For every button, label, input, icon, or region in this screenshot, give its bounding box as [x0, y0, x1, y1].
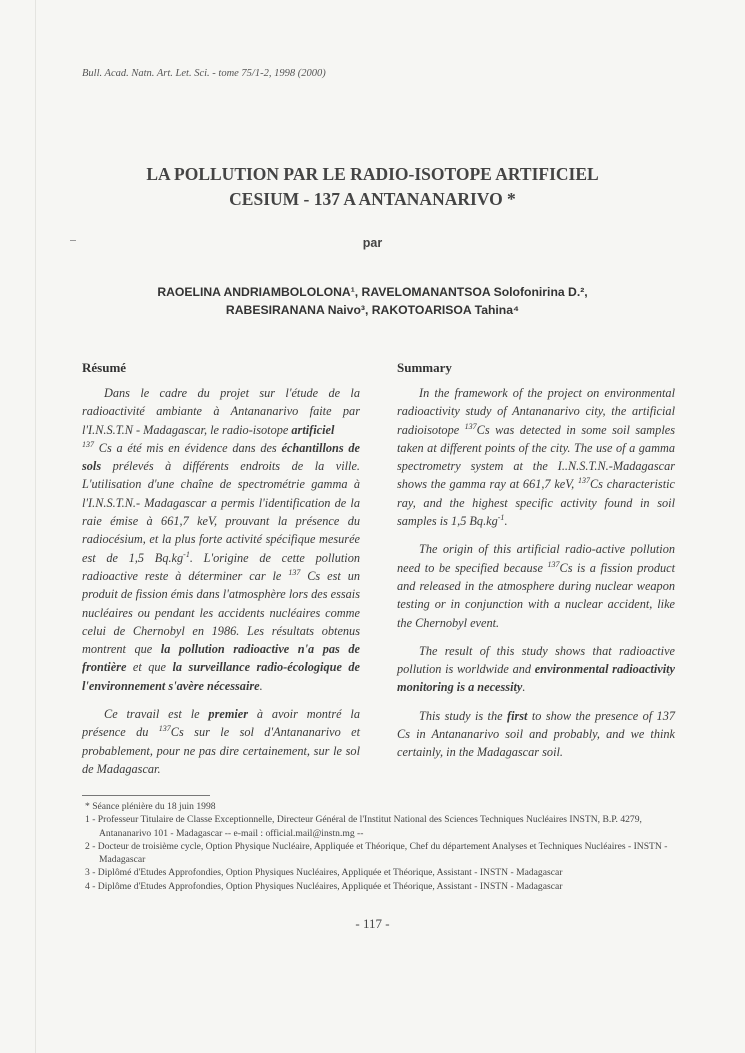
authors-line-1: RAOELINA ANDRIAMBOLOLONA¹, RAVELOMANANTSOA Solofonirina D.²,	[157, 285, 588, 299]
resume-paragraph-2: Ce travail est le premier à avoir montré la présence du $^{137}$Cs sur le sol d'Antananarivo et probablement, pour ne pas dire certainement, sur le sol de Madagascar.	[82, 707, 360, 776]
authors-line-2: RABESIRANANA Naivo³, RAKOTOARISOA Tahina⁴	[225, 303, 520, 317]
summary-paragraph-3: The result of this study shows that radioactive pollution is worldwide and environmental radioactivity monitoring is a necessity.	[397, 643, 676, 695]
summary-paragraph-1: In the framework of the project on environmental radioactivity study of Antananarivo city, the artificial radioisotope $^{137}$Cs was detected in some soil samples taken at different points of the city. The use of a gamma spectrometry system at the I..N.S.T.N.-Madagascar shows the gamma ray at 661,7 keV, $^{137}$Cs characteristic ray, and the highest specific activity found in soil samples is 1,5 $Bq.kg^{-1}$.	[397, 386, 675, 529]
footnote-star: * Séance plénière du 18 juin 1998	[85, 801, 216, 812]
par-label: par	[362, 236, 383, 250]
summary-paragraph-4: This study is the first to show the presence of 137 Cs in Antananarivo soil and probably, and we think certainly, in the Madagascar soil.	[397, 708, 675, 760]
summary-heading: Summary	[397, 360, 452, 375]
resume-heading: Résumé	[82, 360, 127, 375]
summary-paragraph-2: The origin of this artificial radio-active pollution need to be specified because $^{137}$Cs is a fission product and released in the atmosphere during nuclear weapon testing or in conjunction with a nuclear accident, like the Chernobyl event.	[397, 542, 675, 630]
title-line-2: CESIUM - 137 A ANTANANARIVO *	[229, 189, 516, 209]
resume-paragraph-1: Dans le cadre du projet sur l'étude de la radioactivité ambiante à Antananarivo faite par l'I.N.S.T.N - Madagascar, le radio-isotope artificiel $^{137}$ Cs a été mis en évidence dans des échantillons de sols prélevés à différents endroits de la ville. L'utilisation d'une chaîne de spectrométrie gamma à l'I.N.S.T.N.- Madagascar a permis l'identification de la raie émise à 661,7 keV, prouvant la présence du radiocésium, et la plus forte activité spécifique mesurée est de 1,5 $Bq.kg^{-1}$. L'origine de cette pollution radioactive reste à déterminer car le $^{137}$ Cs est un produit de fission émis dans l'atmosphère lors des essais nucléaires ou pendant les accidents nucléaires comme celui de Chernobyl en 1986. Les résultats obtenus montrent que la pollution radioactive n'a pas de frontière et que la surveillance radio-écologique de l'environnement s'avère nécessaire.	[82, 386, 361, 693]
summary-column	[397, 384, 675, 772]
footnotes	[85, 800, 685, 893]
resume-column	[82, 384, 360, 788]
footnote-2: 2 - Docteur de troisième cycle, Option Physique Nucléaire, Appliquée et Théorique, Chef du département Analyses et Techniques Nucléaires - INSTN - Madagascar	[85, 840, 668, 866]
page-edge	[35, 0, 36, 1053]
footnote-3: 3 - Diplômé d'Etudes Approfondies, Option Physiques Nucléaires, Appliquée et Théorique, Assistant - INSTN - Madagascar	[85, 867, 563, 879]
journal-reference: Bull. Acad. Natn. Art. Let. Sci. - tome 75/1-2, 1998 (2000)	[82, 68, 326, 79]
title-line-1: LA POLLUTION PAR LE RADIO-ISOTOPE ARTIFICIEL	[146, 164, 599, 184]
footnote-divider	[82, 795, 210, 796]
footnote-1: 1 - Professeur Titulaire de Classe Exceptionnelle, Directeur Général de l'Institut National des Sciences Techniques Nucléaires INSTN, B.P. 4279, Antananarivo 101 - Madagascar -- e-mail : official.mail@instn.mg --	[85, 814, 642, 839]
page-number: - 117 -	[355, 916, 390, 931]
footnote-4: 4 - Diplôme d'Etudes Approfondies, Option Physiques Nucléaires, Appliquée et Théorique, Assistant - INSTN - Madagascar	[85, 880, 563, 892]
